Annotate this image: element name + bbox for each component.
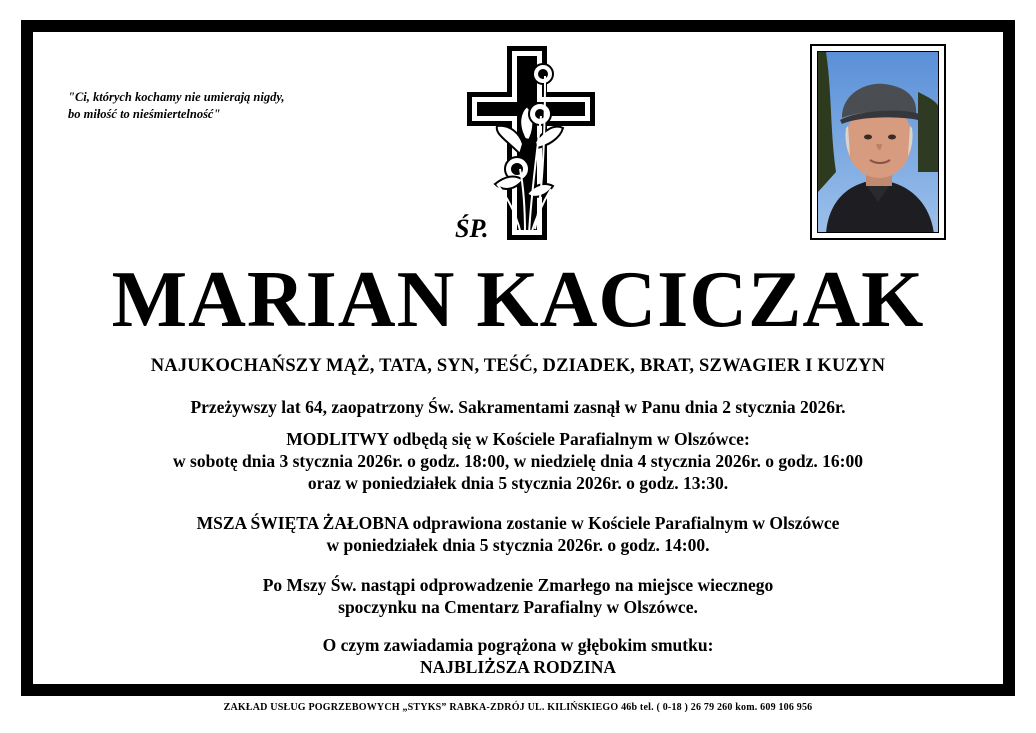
prayers-line-1 — [40, 428, 996, 450]
prayers-line-3: oraz w poniedziałek dnia 5 stycznia 2026r. o godz. 13:30. — [307, 473, 729, 493]
passed-line: Przeżywszy lat 64, zaopatrzony Św. Sakramentami zasnął w Panu dnia 2 stycznia 2026r. — [190, 397, 846, 417]
mass-section — [40, 512, 996, 556]
prayers-line-1-rest: odbędą się w Kościele Parafialnym w Olszówce: — [388, 429, 750, 449]
inform-line-1: O czym zawiadamia pogrążona w głębokim smutku: — [322, 635, 714, 655]
portrait-photo — [817, 51, 939, 233]
deceased-name: MARIAN KACICZAK — [111, 256, 925, 344]
mass-line-1 — [40, 512, 996, 534]
quote-line-1: "Ci, których kochamy nie umierają nigdy, — [68, 90, 285, 104]
prayers-heading: MODLITWY — [286, 429, 389, 449]
portrait-photo-frame — [810, 44, 946, 240]
quote-line-2: bo miłość to nieśmiertelność" — [68, 107, 221, 121]
funeral-home-footer: ZAKŁAD USŁUG POGRZEBOWYCH „STYKS” RABKA-ZDRÓJ UL. KILIŃSKIEGO 46b tel. ( 0-18 ) 26 79 260 kom. 609 106 956 — [223, 702, 813, 713]
relations-line: NAJUKOCHAŃSZY MĄŻ, TATA, SYN, TEŚĆ, DZIADEK, BRAT, SZWAGIER I KUZYN — [150, 356, 886, 376]
family-signature: NAJBLIŻSZA RODZINA — [420, 657, 616, 677]
quote — [68, 89, 285, 123]
escort-section — [40, 574, 996, 618]
mass-line-2: w poniedziałek dnia 5 stycznia 2026r. o godz. 14:00. — [326, 535, 710, 555]
escort-line-1: Po Mszy Św. nastąpi odprowadzenie Zmarłego na miejsce wiecznego — [262, 575, 774, 595]
escort-line-2: spoczynku na Cmentarz Parafialny w Olszówce. — [338, 597, 698, 617]
prefix-sp: ŚP. — [455, 214, 489, 243]
mass-heading: MSZA ŚWIĘTA ŻAŁOBNA — [196, 513, 409, 533]
inform-section — [40, 634, 996, 678]
mass-line-1-rest: odprawiona zostanie w Kościele Parafialnym w Olszówce — [408, 513, 840, 533]
prayers-section — [40, 428, 996, 494]
cross-with-flowers-icon — [465, 44, 597, 242]
prayers-line-2: w sobotę dnia 3 stycznia 2026r. o godz. 18:00, w niedzielę dnia 4 stycznia 2026r. o godz. 16:00 — [173, 451, 863, 471]
